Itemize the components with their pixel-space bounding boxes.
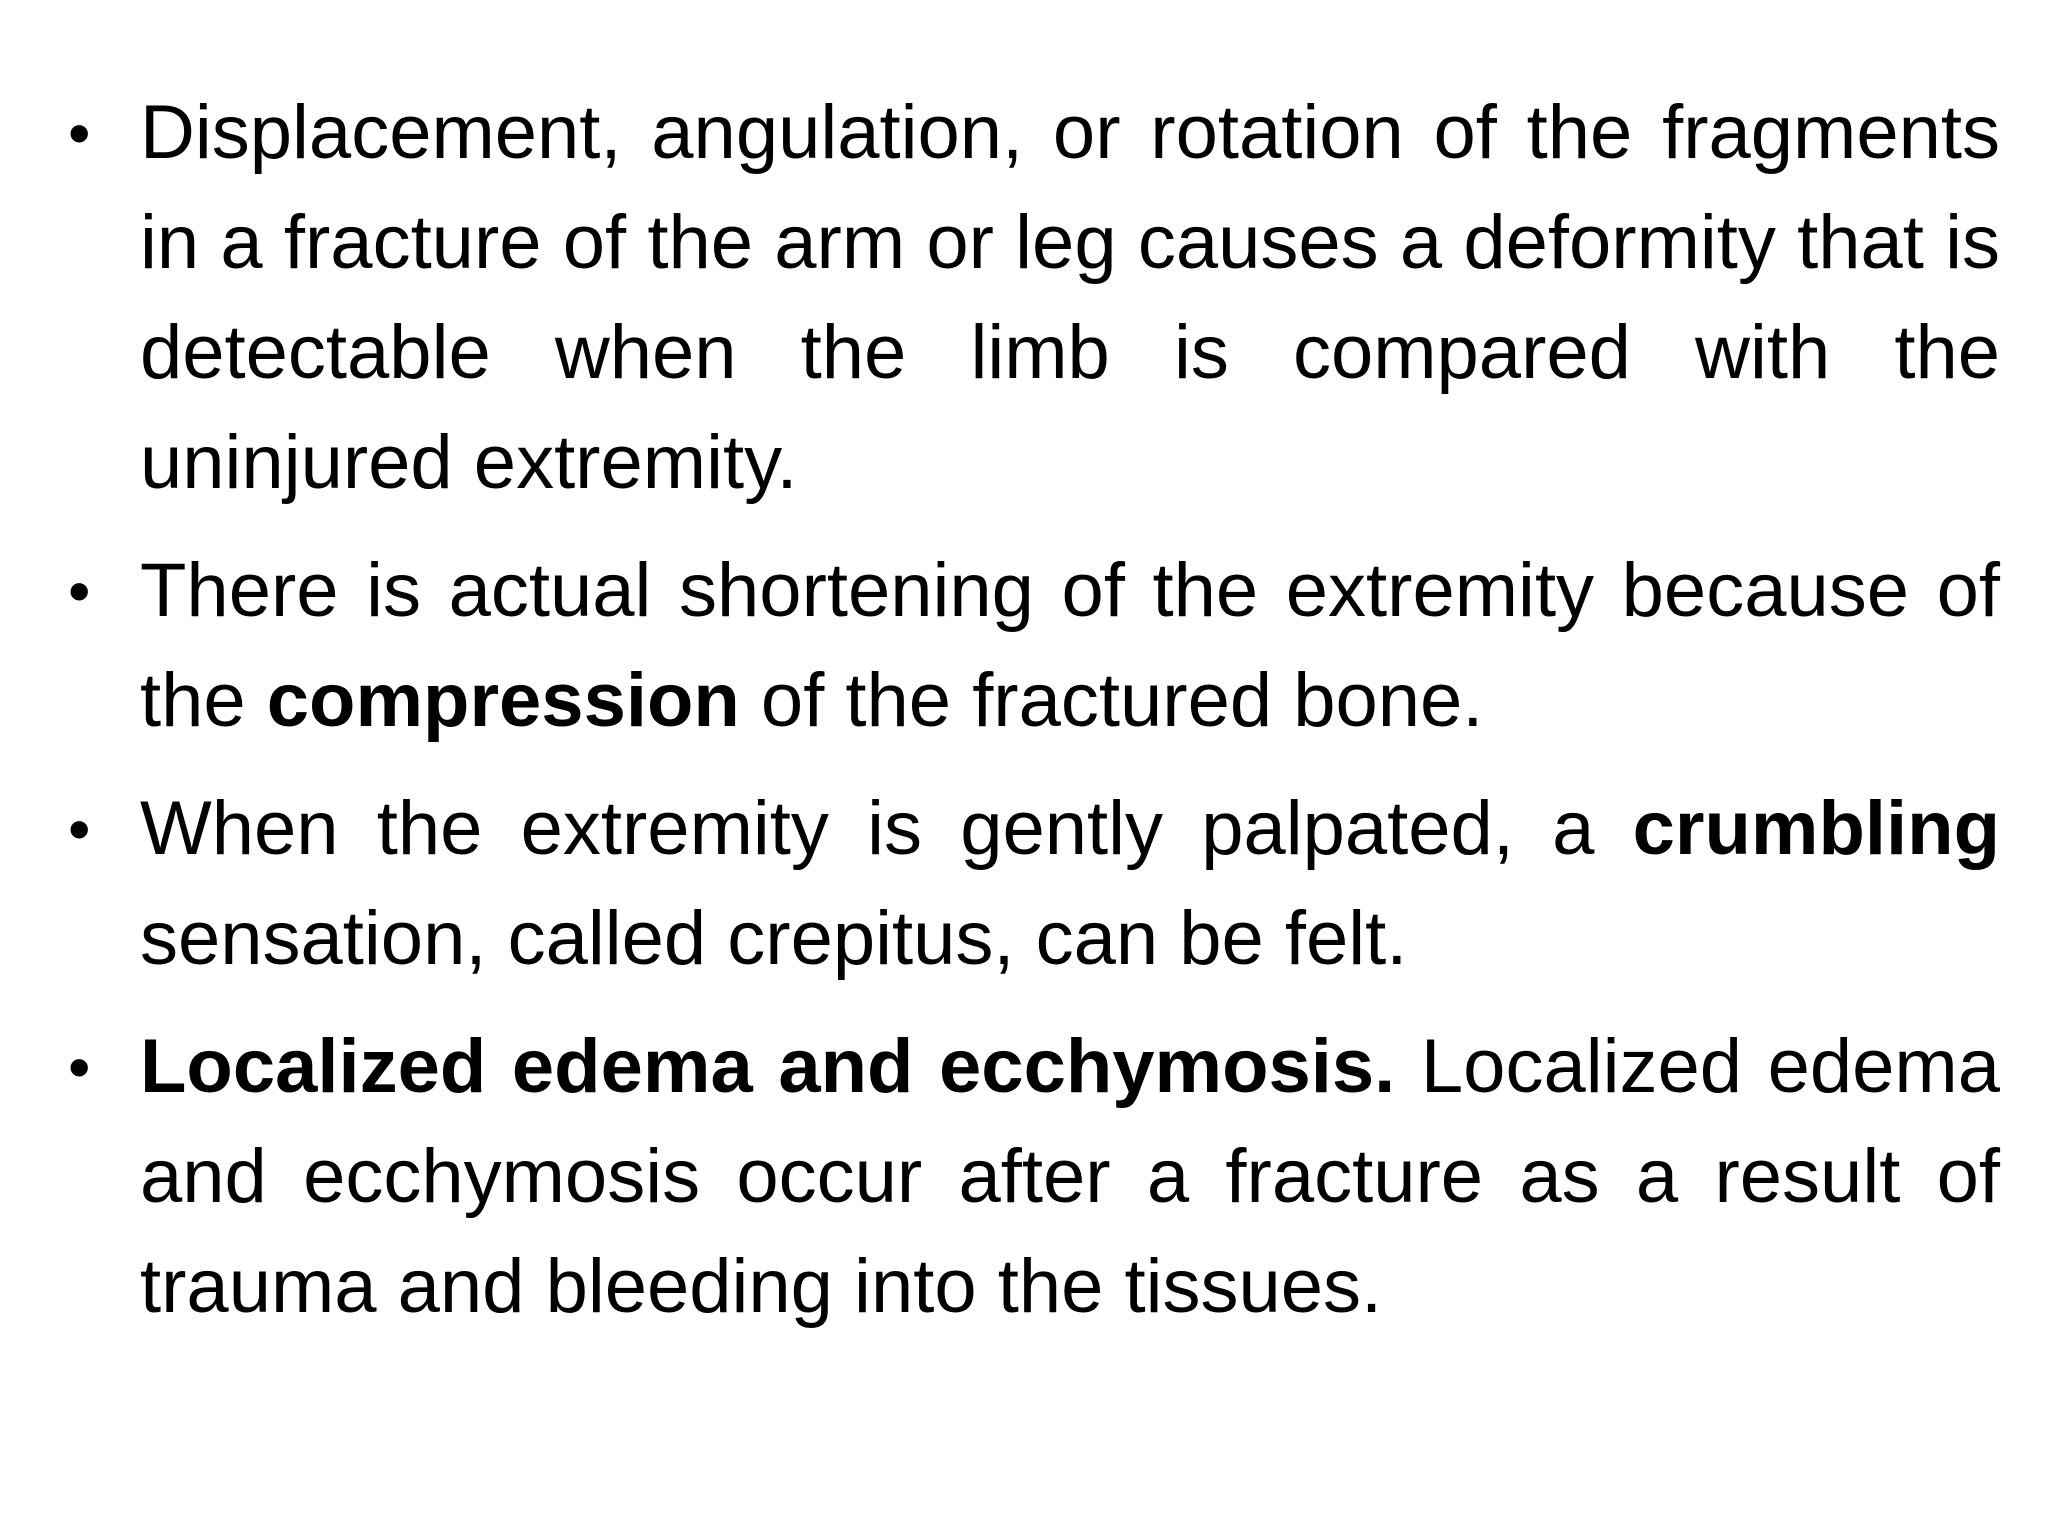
bullet-item-crepitus [60, 774, 2000, 994]
bullet-item-shortening [60, 536, 2000, 756]
bullet-text-bold: compression [266, 658, 740, 743]
bullet-text-bold: Localized edema and ecchymosis. [140, 1024, 1396, 1109]
bullet-text: of the fractured bone. [739, 658, 1484, 743]
bullet-text: When the extremity is gently palpated, a [140, 786, 1633, 871]
bullet-item-deformity [60, 78, 2000, 518]
bullet-item-edema [60, 1012, 2000, 1342]
bullet-text: sensation, called crepitus, can be felt. [140, 896, 1408, 981]
bullet-marker: • [68, 793, 91, 865]
bullet-text: Displacement, angulation, or rotation of the fragments in a fracture of the arm or leg causes a deformity that is detectable when the limb is compared with the uninjured extremity. [140, 90, 2000, 505]
bullet-text: There is actual shortening of the extremity because of the [140, 548, 2000, 743]
bullet-text: Localized edema and ecchymosis occur after a fracture as a result of trauma and bleeding into the tissues. [140, 1024, 2001, 1329]
bullet-text-bold: crumbling [1632, 786, 2000, 871]
bullet-marker: • [68, 97, 91, 169]
bullet-list [60, 78, 2000, 1360]
bullet-marker: • [68, 1031, 91, 1103]
bullet-marker: • [68, 555, 91, 627]
